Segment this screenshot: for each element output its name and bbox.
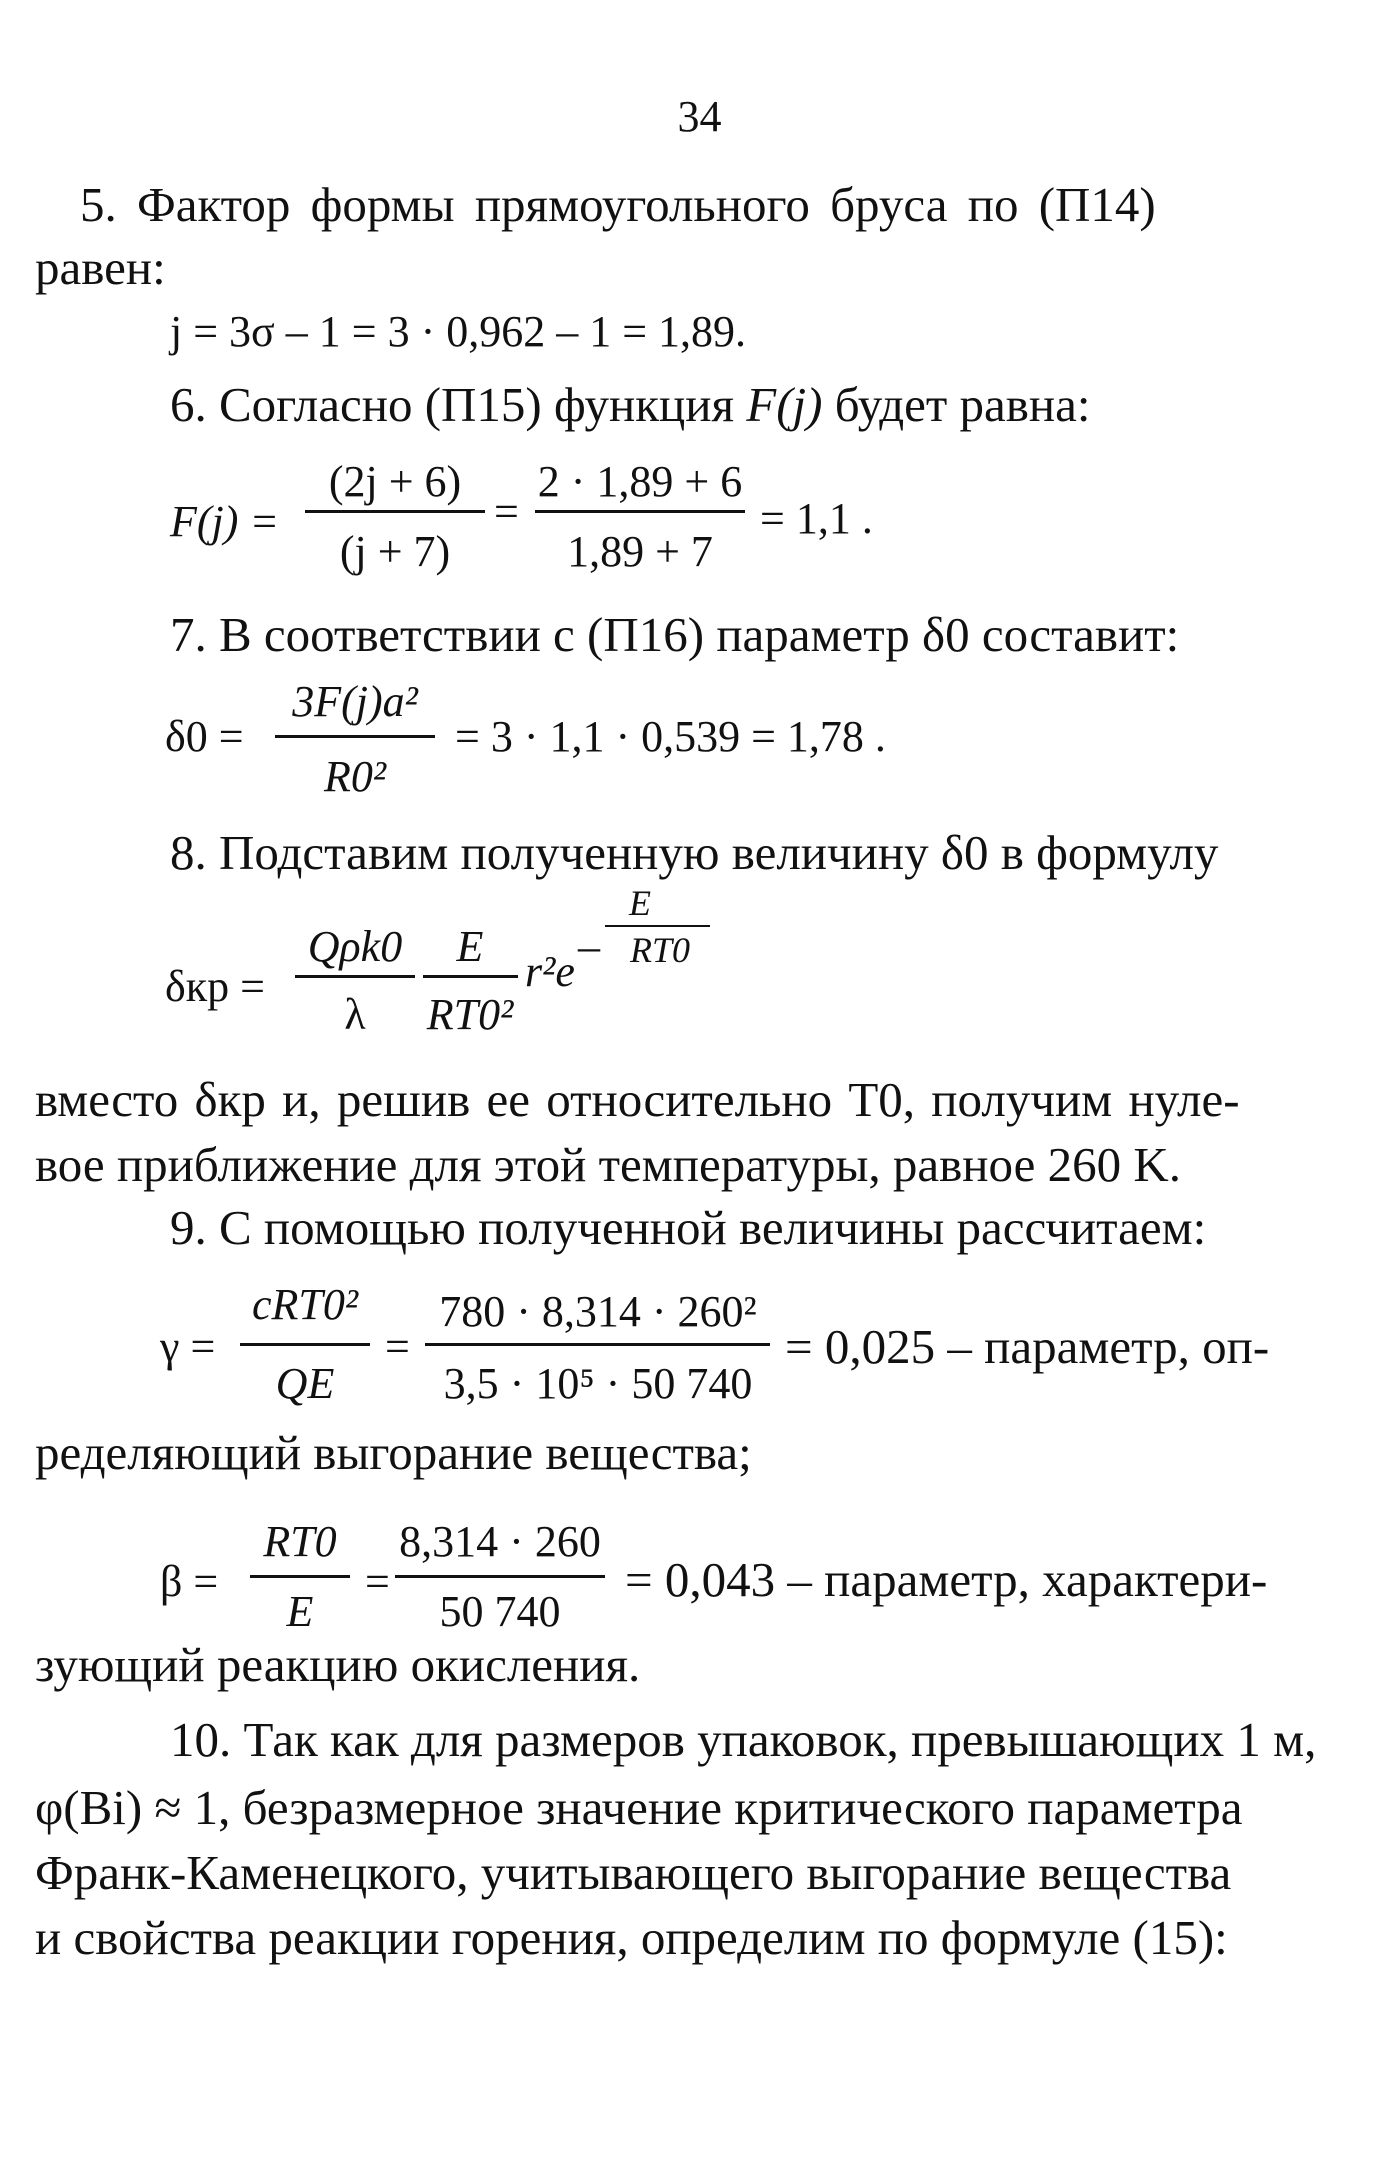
- delta-kr-lhs: δкр =: [165, 962, 265, 1011]
- delta-kr-bar-1: [295, 975, 415, 978]
- delta-kr-num-2: E: [456, 922, 484, 971]
- f-j-numerator: (2j + 6): [328, 457, 462, 506]
- section-6-text-a: 6. Согласно (П15) функция: [170, 377, 747, 432]
- exp-minus: –: [578, 922, 600, 971]
- section-10-line-2: φ(Bi) ≈ 1, безразмерное значение критического параметра: [35, 1780, 1243, 1835]
- gamma-den-1: QE: [275, 1359, 335, 1408]
- f-j-value-bar: [535, 510, 745, 513]
- delta0-result: = 3 · 1,1 · 0,539 = 1,78 .: [455, 712, 886, 761]
- gamma-result: = 0,025 – параметр, оп-: [785, 1319, 1270, 1374]
- f-j-denominator: (j + 7): [339, 527, 451, 576]
- delta-kr-den-1: λ: [344, 990, 366, 1039]
- delta0-denominator: R0²: [323, 752, 387, 801]
- beta-bar-1: [250, 1575, 350, 1578]
- section-10-line-1: 10. Так как для размеров упаковок, превышающих 1 м,: [170, 1712, 1317, 1767]
- section-6-text-b: будет равна:: [822, 377, 1091, 432]
- beta-den-1: E: [286, 1587, 314, 1636]
- section-6-line-1: [170, 377, 1091, 432]
- f-j-num-value: 2 · 1,89 + 6: [537, 457, 743, 506]
- gamma-num-1: cRT0²: [251, 1280, 359, 1329]
- delta0-lhs: δ0 =: [165, 712, 244, 761]
- delta0-fraction-bar: [275, 735, 435, 738]
- section-7-line-1: 7. В соответствии с (П16) параметр δ0 составит:: [170, 607, 1180, 662]
- delta-kr-mid: r²e: [525, 947, 575, 996]
- form-factor-formula: j = 3σ – 1 = 3 · 0,962 – 1 = 1,89.: [170, 307, 747, 356]
- delta0-numerator: 3F(j)a²: [292, 677, 418, 726]
- f-j-lhs: F(j) =: [170, 497, 280, 546]
- delta-kr-den-2: RT0²: [426, 990, 514, 1039]
- gamma-bar-1: [240, 1343, 370, 1346]
- section-9-line-1: 9. С помощью полученной величины рассчитаем:: [170, 1200, 1207, 1255]
- beta-num-1: RT0: [263, 1517, 337, 1566]
- beta-line-2: зующий реакцию окисления.: [35, 1637, 641, 1692]
- beta-lhs: β =: [160, 1557, 219, 1606]
- section-5-line-2: равен:: [35, 240, 166, 295]
- section-8-line-1: 8. Подставим полученную величину δ0 в формулу: [170, 825, 1219, 880]
- exp-denominator: RT0: [629, 930, 690, 970]
- section-5-line-1: 5. Фактор формы прямоугольного бруса по (П14): [80, 177, 1156, 232]
- delta-kr-bar-2: [423, 975, 518, 978]
- delta-kr-num-1: Qρk0: [307, 922, 403, 971]
- f-j-result: = 1,1 .: [760, 494, 873, 543]
- exp-numerator: E: [629, 883, 651, 923]
- section-8-line-2: вместо δкр и, решив ее относительно T0, получим нуле-: [35, 1072, 1240, 1127]
- beta-bar-2: [395, 1575, 605, 1578]
- beta-equals: =: [365, 1557, 390, 1606]
- section-10-line-4: и свойства реакции горения, определим по формуле (15):: [35, 1910, 1228, 1965]
- f-j-den-value: 1,89 + 7: [567, 527, 713, 576]
- page-number: 34: [677, 92, 722, 141]
- exp-fraction-bar: [605, 925, 710, 927]
- gamma-equals: =: [385, 1322, 410, 1371]
- beta-num-2: 8,314 · 260: [399, 1517, 601, 1566]
- gamma-num-2: 780 · 8,314 · 260²: [439, 1287, 757, 1336]
- gamma-line-2: ределяющий выгорание вещества;: [35, 1425, 752, 1480]
- f-j-fraction-bar: [305, 510, 485, 513]
- gamma-lhs: γ =: [160, 1322, 216, 1371]
- section-8-line-3: вое приближение для этой температуры, равное 260 K.: [35, 1137, 1181, 1192]
- gamma-bar-2: [425, 1343, 770, 1346]
- beta-result: = 0,043 – параметр, характери-: [625, 1552, 1268, 1607]
- beta-den-2: 50 740: [439, 1587, 561, 1636]
- f-j-equals: =: [494, 487, 519, 536]
- section-10-line-3: Франк-Каменецкого, учитывающего выгорание вещества: [35, 1845, 1232, 1900]
- section-6-function: F(j): [746, 377, 823, 432]
- gamma-den-2: 3,5 · 10⁵ · 50 740: [443, 1359, 753, 1408]
